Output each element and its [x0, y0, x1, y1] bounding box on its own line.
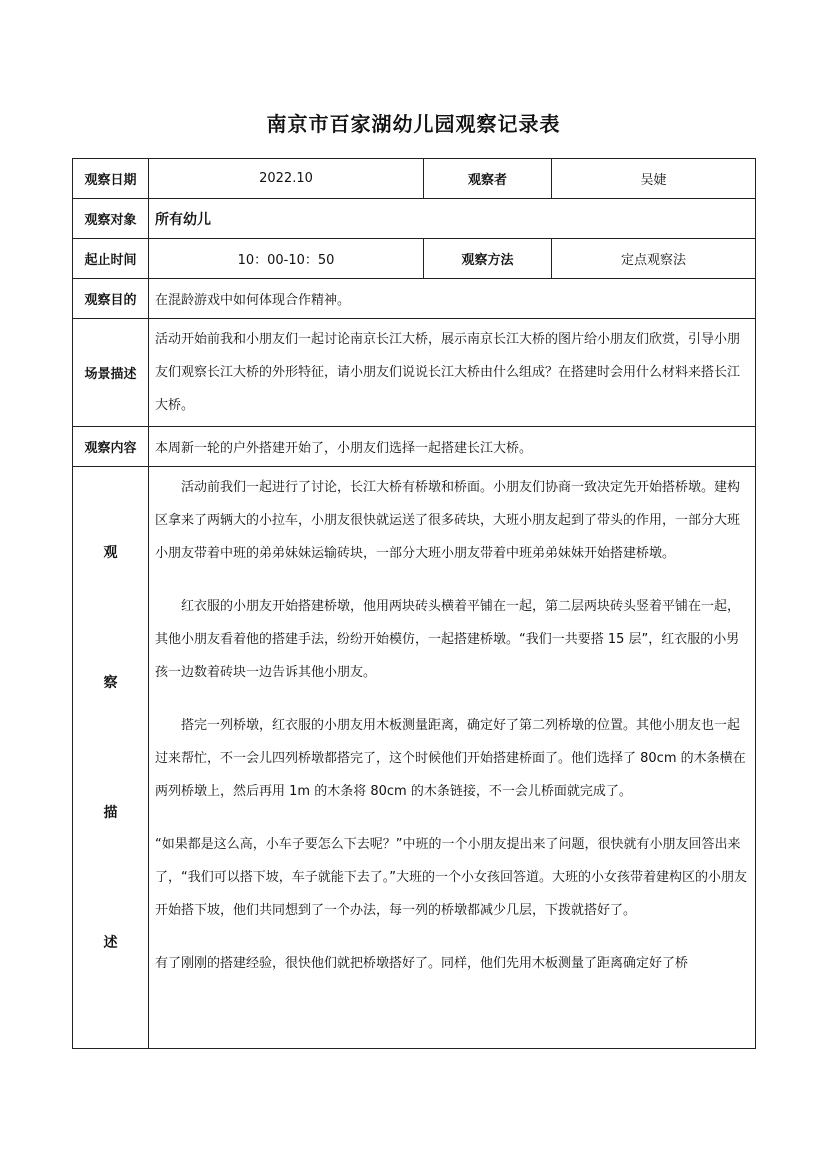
- row-date: [73, 159, 756, 199]
- scene-label: 场景描述: [73, 319, 149, 427]
- row-purpose: [73, 279, 756, 319]
- observer-label: 观察者: [424, 159, 552, 199]
- purpose-value: 在混龄游戏中如何体现合作精神。: [149, 279, 756, 319]
- desc-paragraph: 有了刚刚的搭建经验，很快他们就把桥墩搭好了。同样，他们先用木板测量了距离确定好了桥: [155, 956, 689, 971]
- desc-paragraph: 活动前我们一起进行了讨论，长江大桥有桥墩和桥面。小朋友们协商一致决定先开始搭桥墩。建构区拿来了两辆大的小拉车，小朋友很快就运送了很多砖块，大班小朋友起到了带头的作用，一部分大班小朋友带着中班的弟弟妹妹运输砖块，一部分大班小朋友带着中班弟弟妹妹开始搭建桥墩。: [155, 480, 741, 561]
- date-value: 2022.10: [149, 159, 424, 199]
- desc-paragraph: “如果都是这么高，小车子要怎么下去呢？”中班的一个小朋友提出来了问题，很快就有小朋友回答出来了，“我们可以搭下坡，车子就能下去了。”大班的一个小女孩回答道。大班的小女孩带着建构区的小朋友开始搭下坡，他们共同想到了一个办法，每一列的桥墩都减少几层，下拨就搭好了。: [155, 837, 747, 918]
- observation-table: [72, 158, 756, 1049]
- subject-value: 所有幼儿: [149, 199, 756, 239]
- page-title: 南京市百家湖幼儿园观察记录表: [266, 112, 561, 136]
- row-description: [73, 467, 756, 1049]
- method-label: 观察方法: [424, 239, 552, 279]
- desc-label-char: 描: [103, 805, 118, 821]
- time-label: 起止时间: [73, 239, 149, 279]
- description-body: [149, 467, 756, 1049]
- method-value: 定点观察法: [552, 239, 756, 279]
- row-time: [73, 239, 756, 279]
- description-label: [73, 467, 149, 1049]
- row-content: [73, 427, 756, 467]
- scene-text: 活动开始前我和小朋友们一起讨论南京长江大桥，展示南京长江大桥的图片给小朋友们欣赏，引导小朋友们观察长江大桥的外形特征，请小朋友们说说长江大桥由什么组成？在搭建时会用什么材料来搭长江大桥。: [155, 332, 741, 413]
- observer-value: 吴婕: [552, 159, 756, 199]
- date-label: 观察日期: [73, 159, 149, 199]
- desc-label-char: 察: [103, 675, 118, 691]
- desc-paragraph: 红衣服的小朋友开始搭建桥墩，他用两块砖头横着平铺在一起，第二层两块砖头竖着平铺在一起，其他小朋友看着他的搭建手法，纷纷开始模仿，一起搭建桥墩。“我们一共要搭 15 层”，红衣服的小男孩一边数着砖块一边告诉其他小朋友。: [155, 599, 741, 680]
- desc-paragraph: 搭完一列桥墩，红衣服的小朋友用木板测量距离，确定好了第二列桥墩的位置。其他小朋友也一起过来帮忙，不一会儿四列桥墩都搭完了，这个时候他们开始搭建桥面了。他们选择了 80cm 的木条横在两列桥墩上，然后再用 1m 的木条将 80cm 的木条链接，不一会儿桥面就完成了。: [155, 718, 746, 799]
- purpose-label: 观察目的: [73, 279, 149, 319]
- content-value: 本周新一轮的户外搭建开始了，小朋友们选择一起搭建长江大桥。: [149, 427, 756, 467]
- content-label: 观察内容: [73, 427, 149, 467]
- row-subject: [73, 199, 756, 239]
- row-scene: [73, 319, 756, 427]
- time-value: 10：00-10：50: [149, 239, 424, 279]
- desc-label-char: 观: [103, 545, 118, 561]
- desc-label-char: 述: [103, 935, 118, 951]
- subject-label: 观察对象: [73, 199, 149, 239]
- scene-value: [149, 319, 756, 427]
